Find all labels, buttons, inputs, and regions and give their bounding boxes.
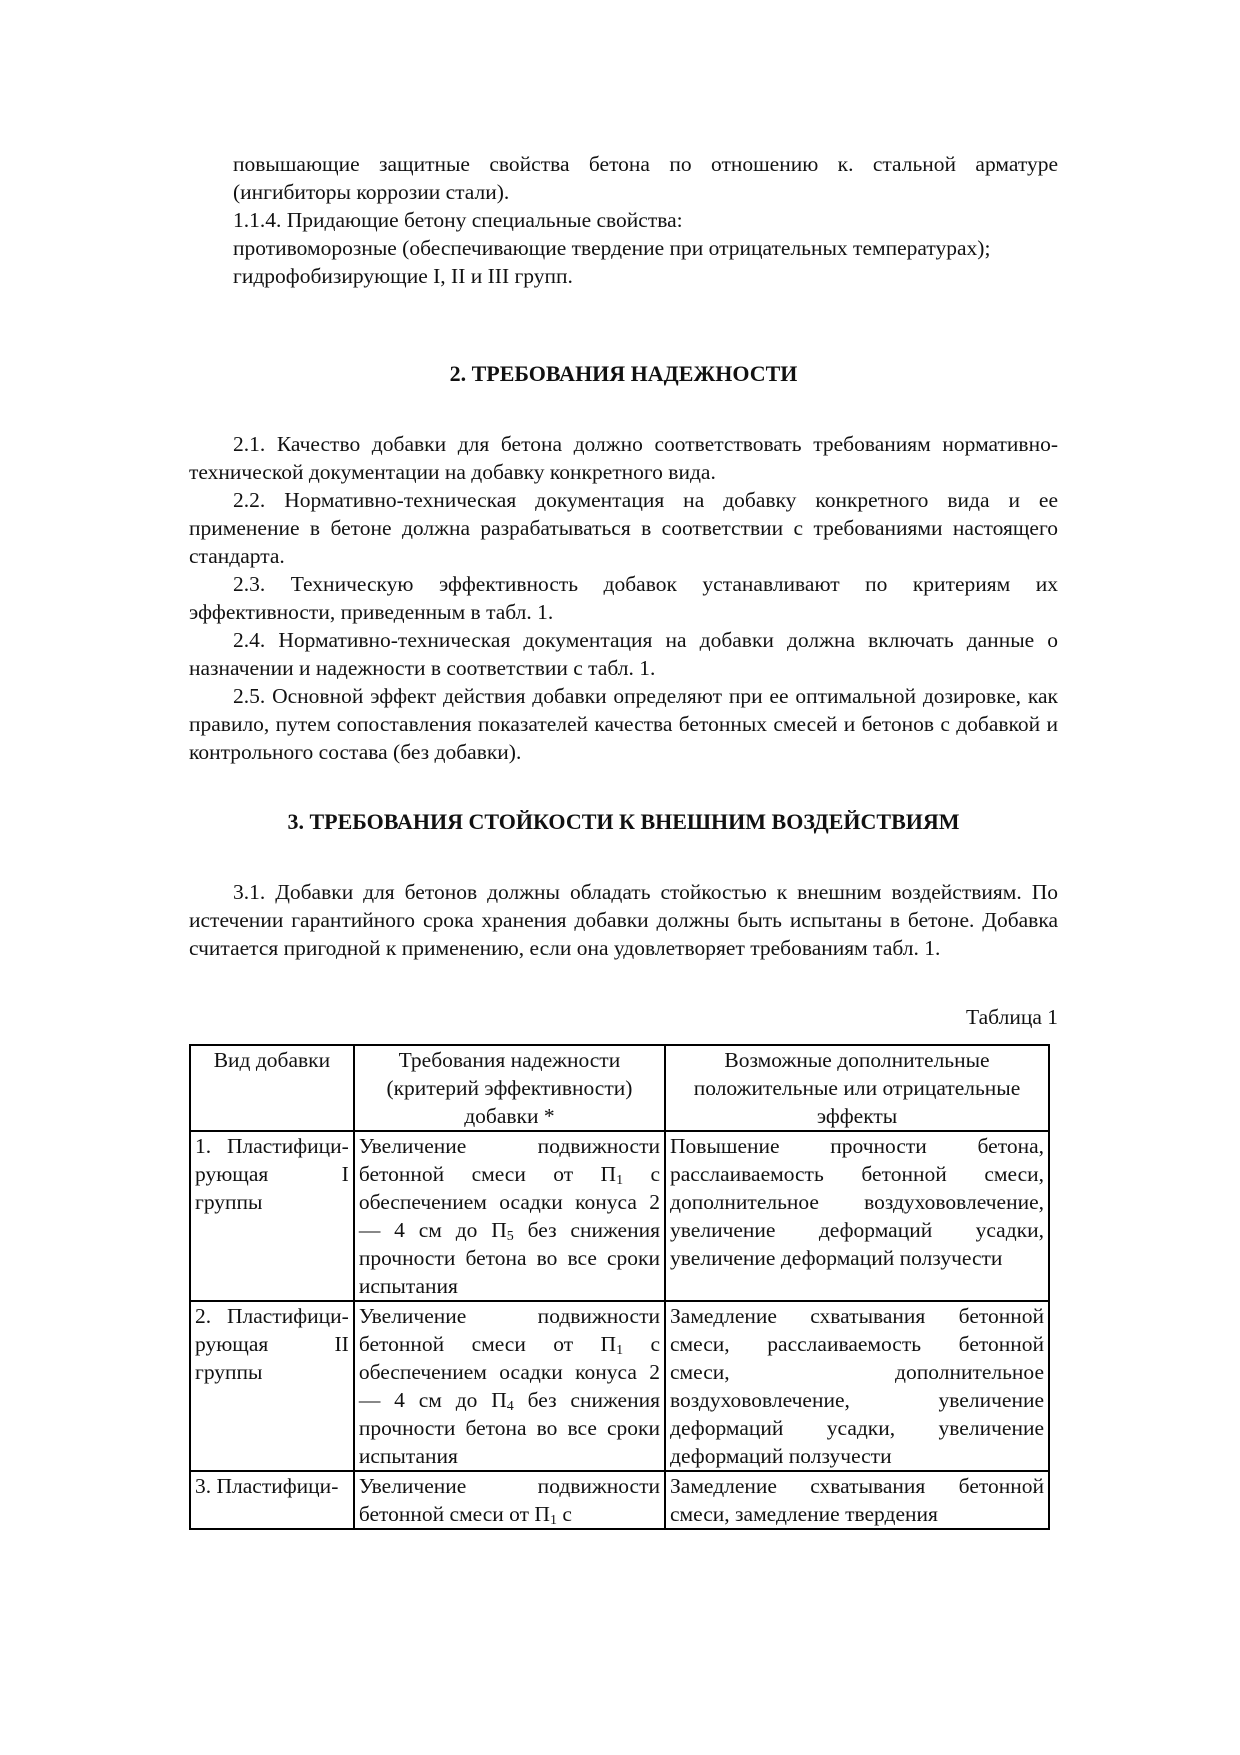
req-text-b: с обеспечением осадки конуса 2 — 4 см до П bbox=[358, 1162, 661, 1242]
intro-line-2: 1.1.4. Придающие бетону специальные свойства: bbox=[233, 208, 683, 232]
requirements-table bbox=[189, 1044, 1050, 1530]
req-text-c: без снижения прочности бетона во все сроки испытания bbox=[358, 1388, 661, 1468]
paragraph-2-3: 2.3. Техническую эффективность добавок устанавливают по критериям их эффективности, приведенным в табл. 1. bbox=[189, 572, 1058, 624]
table-row bbox=[190, 1471, 1049, 1529]
req-text-b: с bbox=[556, 1502, 572, 1526]
intro-indented-2 bbox=[189, 262, 1058, 290]
cell-additive-type: 3. Пластифици- bbox=[190, 1471, 354, 1529]
intro-line-4: гидрофобизирующие I, II и III групп. bbox=[233, 264, 573, 288]
req-subscript-1: 1 bbox=[549, 1513, 557, 1528]
cell-requirement bbox=[354, 1301, 665, 1471]
table-row bbox=[190, 1131, 1049, 1301]
req-subscript-2: 5 bbox=[506, 1229, 514, 1244]
cell-requirement bbox=[354, 1131, 665, 1301]
req-subscript-1: 1 bbox=[616, 1173, 624, 1188]
table-header-row bbox=[190, 1045, 1049, 1131]
table-row bbox=[190, 1301, 1049, 1471]
cell-effects: Повышение прочности бетона, расслаиваемость бетонной смеси, дополнительное воздухововлечение, увеличение деформаций усадки, увеличение деформаций ползучести bbox=[665, 1131, 1049, 1301]
req-text-a: Увеличение подвижности бетонной смеси от П bbox=[358, 1474, 661, 1526]
intro-line-3: противоморозные (обеспечивающие твердение при отрицательных температурах); bbox=[233, 236, 991, 260]
section-3-heading-wrap bbox=[189, 808, 1058, 836]
cell-additive-type: 2. Пластифици-рующая II группы bbox=[190, 1301, 354, 1471]
req-text-a: Увеличение подвижности бетонной смеси от П bbox=[358, 1134, 661, 1186]
req-subscript-1: 1 bbox=[616, 1343, 624, 1358]
paragraph-2-1: 2.1. Качество добавки для бетона должно соответствовать требованиям нормативно-технической документации на добавку конкретного вида. bbox=[189, 432, 1058, 484]
req-text-b: с обеспечением осадки конуса 2 — 4 см до П bbox=[358, 1332, 661, 1412]
cell-effects: Замедление схватывания бетонной смеси, расслаиваемость бетонной смеси, дополнительное воздухововлечение, увеличение деформаций усадки, увеличение деформаций ползучести bbox=[665, 1301, 1049, 1471]
cell-additive-type: 1. Пластифици-рующая I группы bbox=[190, 1131, 354, 1301]
cell-requirement bbox=[354, 1471, 665, 1529]
section-2-body bbox=[189, 430, 1058, 766]
section-3-heading: 3. ТРЕБОВАНИЯ СТОЙКОСТИ К ВНЕШНИМ ВОЗДЕЙСТВИЯМ bbox=[287, 809, 960, 834]
header-additive-type: Вид добавки bbox=[190, 1045, 354, 1131]
section-2-heading: 2. ТРЕБОВАНИЯ НАДЕЖНОСТИ bbox=[449, 361, 798, 386]
paragraph-3-1: 3.1. Добавки для бетонов должны обладать стойкостью к внешним воздействиям. По истечении гарантийного срока хранения добавки должны быть испытаны в бетоне. Добавка считается пригодной к применению, если она удовлетворяет требованиям табл. 1. bbox=[189, 880, 1058, 960]
intro-block bbox=[189, 150, 1058, 290]
req-text-a: Увеличение подвижности бетонной смеси от П bbox=[358, 1304, 661, 1356]
paragraph-2-4: 2.4. Нормативно-техническая документация на добавки должна включать данные о назначении и надежности в соответствии с табл. 1. bbox=[189, 628, 1058, 680]
header-additional-effects: Возможные дополнительные положительные или отрицательные эффекты bbox=[665, 1045, 1049, 1131]
intro-line-1: повышающие защитные свойства бетона по отношению к. стальной арматуре (ингибиторы коррозии стали). bbox=[233, 152, 1058, 204]
section-2-heading-wrap bbox=[189, 360, 1058, 388]
paragraph-2-5: 2.5. Основной эффект действия добавки определяют при ее оптимальной дозировке, как правило, путем сопоставления показателей качества бетонных смесей и бетонов с добавкой и контрольного состава (без добавки). bbox=[189, 684, 1058, 764]
req-text-c: без снижения прочности бетона во все сроки испытания bbox=[358, 1218, 661, 1298]
paragraph-2-2: 2.2. Нормативно-техническая документация на добавку конкретного вида и ее применение в бетоне должна разрабатываться в соответствии с требованиями настоящего стандарта. bbox=[189, 488, 1058, 568]
table-caption: Таблица 1 bbox=[966, 1005, 1058, 1029]
table-caption-wrap bbox=[189, 1003, 1058, 1031]
req-subscript-2: 4 bbox=[506, 1399, 514, 1414]
section-3-body bbox=[189, 878, 1058, 962]
intro-indented bbox=[189, 150, 1058, 234]
header-reliability-requirements: Требования надежности (критерий эффективности) добавки * bbox=[354, 1045, 665, 1131]
cell-effects: Замедление схватывания бетонной смеси, замедление твердения bbox=[665, 1471, 1049, 1529]
